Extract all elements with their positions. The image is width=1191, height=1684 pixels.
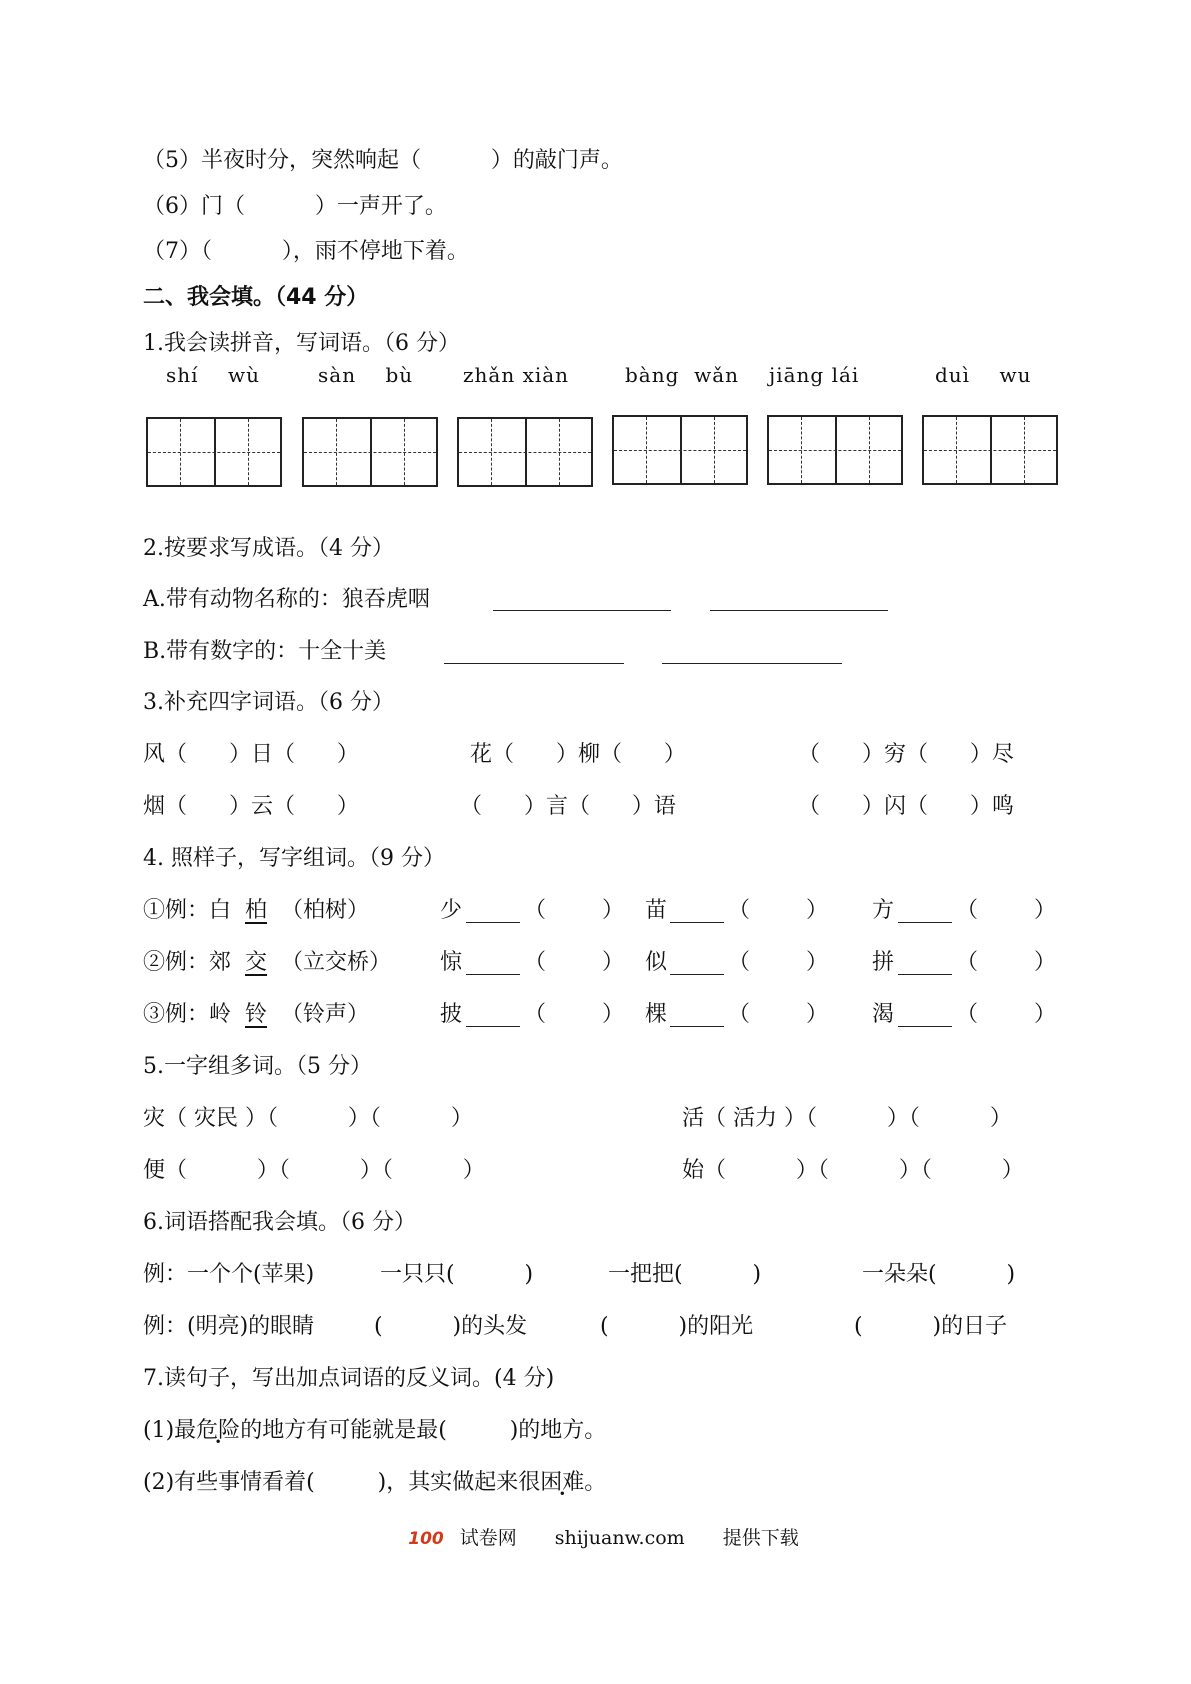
q3-item-3: （ ）穷（ ）尽 (798, 742, 1014, 767)
q7-title: 7.读句子，写出加点词语的反义词。(4 分) (143, 1366, 555, 1391)
q4-paren: （ ） (524, 950, 624, 975)
q4-paren: （ ） (956, 898, 1056, 923)
q4-paren: （ ） (728, 898, 828, 923)
writing-grid-6[interactable] (922, 415, 1058, 485)
q7-sentence-1: (1)最危险的地方有可能就是最( )的地方。 (143, 1418, 607, 1443)
q6-row1-2: 一只只( ) (380, 1262, 534, 1287)
writing-grid-2[interactable] (302, 417, 438, 487)
q6-row1-3: 一把把( ) (608, 1262, 762, 1287)
q4-paren: （ ） (956, 1002, 1056, 1027)
q4-example-1: ①例：白 柏 （柏树） (143, 898, 370, 923)
site-url[interactable]: shijuanw.com (554, 1527, 685, 1549)
writing-grid-3[interactable] (457, 417, 593, 487)
q4-char-row2-1: 惊 (440, 950, 463, 975)
q1-title: 1.我会读拼音，写词语。（6 分） (143, 331, 460, 356)
q3-title: 3.补充四字词语。（6 分） (143, 690, 394, 715)
q4-char-row3-2: 棵 (645, 1002, 668, 1027)
q5-row1-left: 灾（ 灾民 ）（ ）（ ） (143, 1106, 473, 1131)
q2-a: A.带有动物名称的：狼吞虎咽 (143, 587, 430, 612)
q4-paren: （ ） (524, 1002, 624, 1027)
q4-char-row1-2: 苗 (645, 898, 668, 923)
q2-b: B.带有数字的：十全十美 (143, 639, 387, 664)
q4-blank[interactable] (898, 922, 952, 923)
pinyin-2: sàn bù (318, 363, 414, 387)
q6-row1-4: 一朵朵( ) (862, 1262, 1016, 1287)
q3-item-1: 风（ ）日（ ） (143, 742, 359, 767)
q4-blank[interactable] (466, 922, 520, 923)
sentence-5: （5）半夜时分，突然响起（ ）的敲门声。 (143, 148, 623, 173)
q4-blank[interactable] (670, 974, 724, 975)
pinyin-4: bàng wǎn (625, 363, 740, 387)
pinyin-1: shí wù (166, 363, 260, 387)
q6-row2-3: ( )的阳光 (600, 1314, 754, 1339)
sentence-6: （6）门（ ）一声开了。 (143, 194, 447, 219)
q7-sentence-2: (2)有些事情看着( )，其实做起来很困难。 (143, 1470, 607, 1495)
footer (0, 1523, 1191, 1550)
q4-char-row1-1: 少 (440, 898, 463, 923)
writing-grid-5[interactable] (767, 415, 903, 485)
sentence-7: （7）（ ），雨不停地下着。 (143, 239, 469, 264)
q4-char-row3-3: 渴 (872, 1002, 895, 1027)
q4-paren: （ ） (956, 950, 1056, 975)
q4-char-row2-2: 似 (645, 950, 668, 975)
footer-note: 提供下载 (722, 1527, 799, 1549)
q4-blank[interactable] (466, 1026, 520, 1027)
q6-row2-4: ( )的日子 (854, 1314, 1008, 1339)
q4-example-3: ③例：岭 铃 （铃声） (143, 1002, 370, 1027)
pinyin-6: duì wu (935, 363, 1032, 387)
q2-b-blank-2[interactable] (662, 663, 842, 664)
pinyin-5: jiāng lái (769, 363, 860, 387)
q2-title: 2.按要求写成语。（4 分） (143, 536, 394, 561)
q4-blank[interactable] (898, 1026, 952, 1027)
site-logo: 100 (408, 1529, 444, 1549)
q3-item-6: （ ）闪（ ）鸣 (798, 794, 1014, 819)
q2-a-blank-1[interactable] (493, 610, 671, 611)
q5-row2-left: 便（ ）（ ）（ ） (143, 1158, 485, 1183)
pinyin-3: zhǎn xiàn (463, 363, 570, 387)
q6-row2-2: ( )的头发 (374, 1314, 528, 1339)
q4-char-row1-3: 方 (872, 898, 895, 923)
q4-char-row3-1: 披 (440, 1002, 463, 1027)
q3-item-4: 烟（ ）云（ ） (143, 794, 359, 819)
q4-blank[interactable] (898, 974, 952, 975)
q4-blank[interactable] (670, 1026, 724, 1027)
q4-paren: （ ） (728, 950, 828, 975)
q3-item-2: 花（ ）柳（ ） (470, 742, 686, 767)
q3-item-5: （ ）言（ ）语 (460, 794, 676, 819)
q5-title: 5.一字组多词。（5 分） (143, 1054, 372, 1079)
q4-paren: （ ） (524, 898, 624, 923)
dotted-word: 危险 (196, 1418, 241, 1443)
writing-grid-4[interactable] (612, 415, 748, 485)
q2-b-blank-1[interactable] (444, 663, 624, 664)
site-name: 试卷网 (459, 1527, 517, 1549)
q5-row1-right: 活（ 活力 ）（ ）（ ） (682, 1106, 1012, 1131)
q4-example-2: ②例：郊 交 （立交桥） (143, 950, 392, 975)
q4-blank[interactable] (466, 974, 520, 975)
section-title: 二、我会填。（44 分） (143, 285, 369, 310)
q6-row2-1: 例：(明亮)的眼睛 (143, 1314, 315, 1339)
q4-char-row2-3: 拼 (872, 950, 895, 975)
q4-title: 4. 照样子，写字组词。（9 分） (143, 846, 445, 871)
q4-blank[interactable] (670, 922, 724, 923)
q4-paren: （ ） (728, 1002, 828, 1027)
writing-grid-1[interactable] (146, 417, 282, 487)
q6-title: 6.词语搭配我会填。（6 分） (143, 1210, 416, 1235)
q6-row1-1: 例：一个个(苹果) (143, 1262, 315, 1287)
q5-row2-right: 始（ ）（ ）（ ） (682, 1158, 1024, 1183)
q2-a-blank-2[interactable] (710, 610, 888, 611)
dotted-word: 困难 (540, 1470, 585, 1495)
